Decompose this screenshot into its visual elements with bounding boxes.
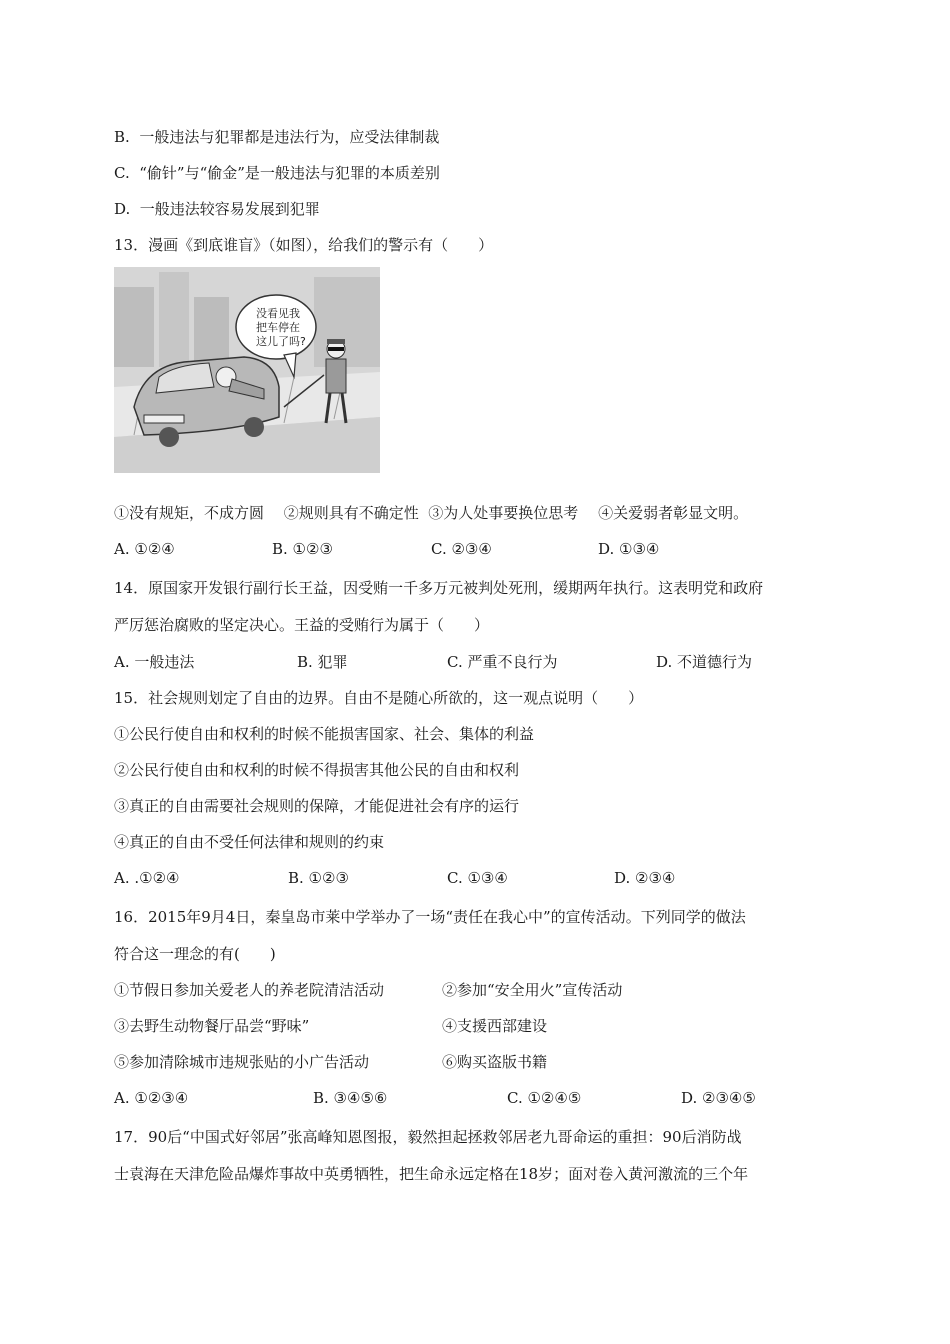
q15-item-1: ①公民行使自由和权利的时候不能损害国家、社会、集体的利益 [114, 725, 535, 743]
q14-option-c: C. 严重不良行为 [447, 653, 558, 671]
q16-stem-line-1: 16．2015年9月4日，秦皇岛市莱中学举办了一场“责任在我心中”的宣传活动。下列同学的做法 [114, 908, 746, 926]
q16-option-a: A. ①②③④ [114, 1089, 189, 1107]
q17-stem-line-1: 17．90后“中国式好邻居”张高峰知恩图报，毅然担起拯救邻居老九哥命运的重担：90后消防战 [114, 1128, 742, 1146]
q16-item-5: ⑤参加清除城市违规张贴的小广告活动 [114, 1053, 370, 1071]
q13-statements: ①没有规矩，不成方圆 ②规则具有不确定性 ③为人处事要换位思考 ④关爱弱者彰显文明。 [114, 504, 749, 522]
q16-item-3: ③去野生动物餐厅品尝“野味” [114, 1017, 310, 1035]
q16-stem-line-2: 符合这一理念的有( ) [114, 945, 276, 963]
q13-option-b: B. ①②③ [272, 540, 333, 558]
q14-option-a: A. 一般违法 [114, 653, 195, 671]
q16-item-4: ④支援西部建设 [442, 1017, 548, 1035]
q16-item-6: ⑥购买盗版书籍 [442, 1053, 548, 1071]
q16-item-1: ①节假日参加关爱老人的养老院清洁活动 [114, 981, 385, 999]
q16-option-b: B. ③④⑤⑥ [313, 1089, 388, 1107]
q15-option-a: A. .①②④ [114, 869, 180, 887]
speech-line-1: 没看见我 [256, 307, 300, 320]
q15-option-b: B. ①②③ [288, 869, 349, 887]
q14-stem-line-2: 严厉惩治腐败的坚定决心。王益的受贿行为属于（ ） [114, 616, 490, 634]
speech-line-3: 这儿了吗? [256, 335, 306, 348]
q15-item-4: ④真正的自由不受任何法律和规则的约束 [114, 833, 385, 851]
q14-stem-line-1: 14．原国家开发银行副行长王益，因受贿一千多万元被判处死刑，缓期两年执行。这表明党和政府 [114, 579, 764, 597]
q15-stem: 15．社会规则划定了自由的边界。自由不是随心所欲的，这一观点说明（ ） [114, 689, 644, 707]
q15-option-c: C. ①③④ [447, 869, 508, 887]
q14-option-b: B. 犯罪 [297, 653, 348, 671]
q13-stem: 13．漫画《到底谁盲》（如图），给我们的警示有（ ） [114, 236, 494, 254]
q13-option-a: A. ①②④ [114, 540, 175, 558]
q16-option-d: D. ②③④⑤ [681, 1089, 756, 1107]
q17-stem-line-2: 士袁海在天津危险品爆炸事故中英勇牺牲，把生命永远定格在18岁；面对卷入黄河激流的三个年 [114, 1165, 749, 1183]
q16-item-2: ②参加“安全用火”宣传活动 [442, 981, 623, 999]
q13-option-c: C. ②③④ [431, 540, 492, 558]
q12-option-d: D. 一般违法较容易发展到犯罪 [114, 200, 320, 218]
q16-option-c: C. ①②④⑤ [507, 1089, 582, 1107]
q12-option-b: B. 一般违法与犯罪都是违法行为，应受法律制裁 [114, 128, 440, 146]
q14-option-d: D. 不道德行为 [656, 653, 753, 671]
cartoon-image [114, 267, 380, 473]
q15-item-2: ②公民行使自由和权利的时候不得损害其他公民的自由和权利 [114, 761, 520, 779]
q15-option-d: D. ②③④ [614, 869, 676, 887]
q13-option-d: D. ①③④ [598, 540, 660, 558]
q15-item-3: ③真正的自由需要社会规则的保障，才能促进社会有序的运行 [114, 797, 520, 815]
speech-line-2: 把车停在 [256, 321, 300, 334]
q12-option-c: C. “偷针”与“偷金”是一般违法与犯罪的本质差别 [114, 164, 440, 182]
